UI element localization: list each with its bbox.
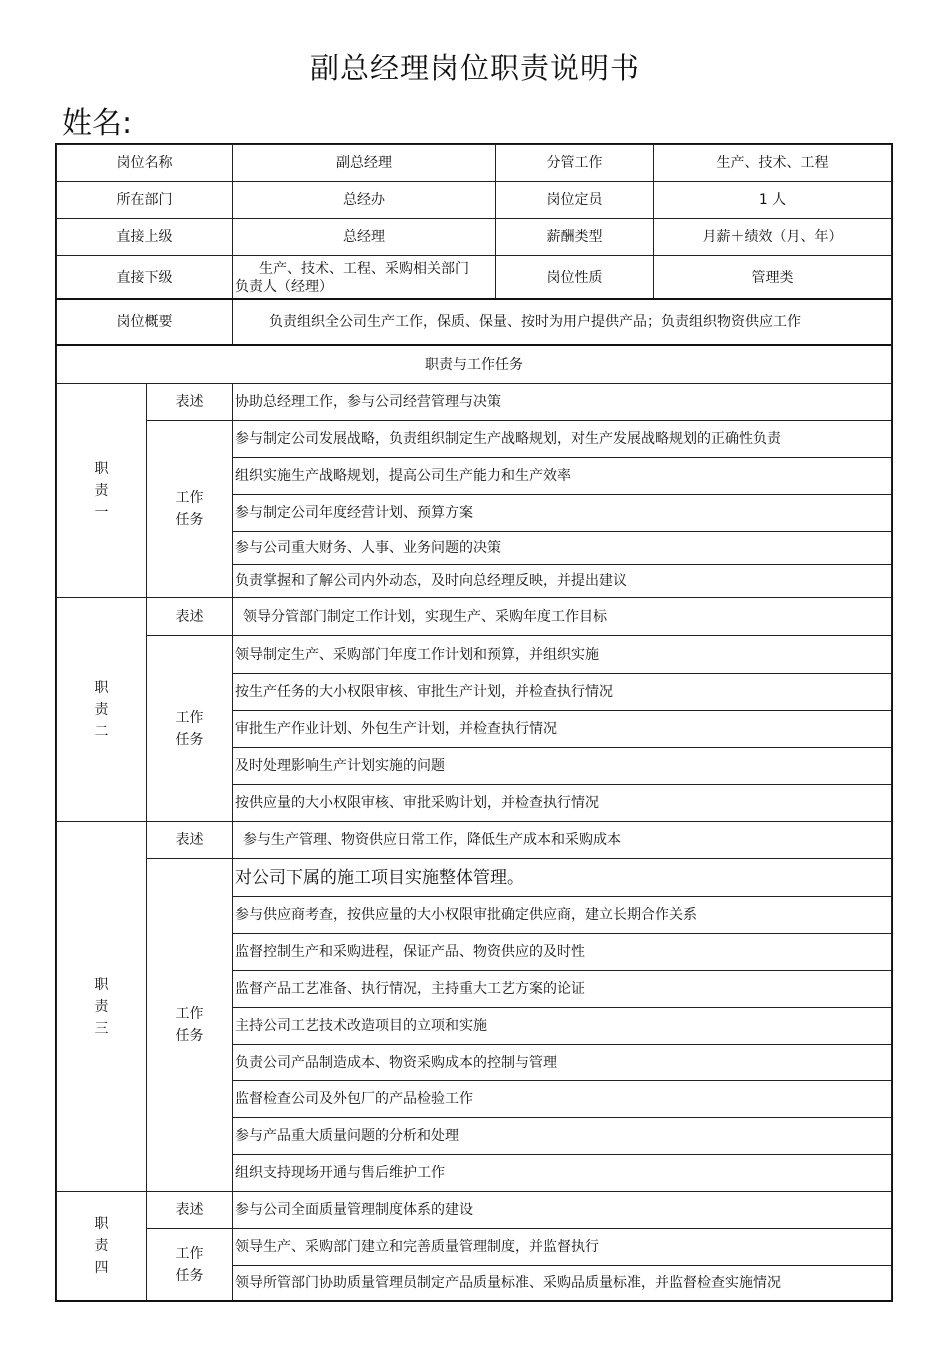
- tasks-label-text: 工作任务: [175, 490, 204, 528]
- info-label-scope: 分管工作: [495, 144, 653, 181]
- task-item: 审批生产作业计划、外包生产计划，并检查执行情况: [232, 710, 891, 747]
- info-label-department: 所在部门: [56, 181, 232, 218]
- duty-name-text: 职责一: [94, 460, 109, 521]
- task-item: 按供应量的大小权限审核、审批采购计划，并检查执行情况: [232, 784, 891, 821]
- info-label-salary: 薪酬类型: [495, 218, 653, 255]
- info-label-supervisor: 直接上级: [56, 218, 232, 255]
- task-item: 组织支持现场开通与售后维护工作: [232, 1154, 891, 1191]
- statement-label: 表述: [146, 597, 232, 635]
- duty-name: [56, 1191, 146, 1300]
- info-label-summary: 岗位概要: [56, 300, 232, 344]
- task-item: 按生产任务的大小权限审核、审批生产计划，并检查执行情况: [232, 673, 891, 710]
- tasks-label: [146, 1228, 232, 1300]
- statement-label: 表述: [146, 1191, 232, 1228]
- info-value-scope: 生产、技术、工程: [653, 144, 891, 181]
- info-value-nature: 管理类: [653, 255, 891, 299]
- table-right-rule: [891, 144, 892, 1301]
- info-label-position: 岗位名称: [56, 144, 232, 181]
- summary-text: 负责组织全公司生产工作，保质、保量、按时为用户提供产品；负责组织物资供应工作: [269, 314, 801, 330]
- info-label-subordinates: 直接下级: [56, 255, 232, 299]
- duty-name-text: 职责四: [94, 1216, 109, 1276]
- info-label-headcount: 岗位定员: [495, 181, 653, 218]
- section-header: 职责与工作任务: [56, 346, 891, 383]
- task-item: 领导所管部门协助质量管理员制定产品质量标准、采购品质量标准，并监督检查实施情况: [232, 1265, 891, 1300]
- task-item: 负责公司产品制造成本、物资采购成本的控制与管理: [232, 1044, 891, 1080]
- task-item: 监督产品工艺准备、执行情况，主持重大工艺方案的论证: [232, 970, 891, 1007]
- tasks-label-text: 工作任务: [175, 1006, 204, 1044]
- task-item: 及时处理影响生产计划实施的问题: [232, 747, 891, 784]
- info-value-department: 总经办: [232, 181, 495, 218]
- task-item: 参与公司重大财务、人事、业务问题的决策: [232, 531, 891, 564]
- task-item: 领导制定生产、采购部门年度工作计划和预算，并组织实施: [232, 635, 891, 673]
- info-value-supervisor: 总经理: [232, 218, 495, 255]
- info-label-nature: 岗位性质: [495, 255, 653, 299]
- info-value-headcount: 1 人: [653, 181, 891, 218]
- statement-label: 表述: [146, 821, 232, 858]
- info-value-subordinates: [232, 255, 495, 299]
- tasks-label: [146, 858, 232, 1191]
- task-item: 参与产品重大质量问题的分析和处理: [232, 1117, 891, 1154]
- tasks-label: [146, 420, 232, 597]
- document-title: 副总经理岗位职责说明书: [309, 51, 640, 85]
- duty-statement: 协助总经理工作，参与公司经营管理与决策: [232, 383, 891, 420]
- info-value-summary: [232, 300, 891, 344]
- duty-name-text: 职责二: [94, 679, 109, 740]
- duty-statement: 参与生产管理、物资供应日常工作，降低生产成本和采购成本: [232, 821, 891, 858]
- task-item: 主持公司工艺技术改造项目的立项和实施: [232, 1007, 891, 1044]
- tasks-label-text: 工作任务: [175, 709, 204, 748]
- task-item: 参与制定公司发展战略，负责组织制定生产战略规划，对生产发展战略规划的正确性负责: [232, 420, 891, 457]
- task-item: 监督检查公司及外包厂的产品检验工作: [232, 1080, 891, 1117]
- task-item: 参与制定公司年度经营计划、预算方案: [232, 494, 891, 531]
- task-item: 组织实施生产战略规划，提高公司生产能力和生产效率: [232, 457, 891, 494]
- name-label: 姓名:: [62, 106, 133, 141]
- duty-name: [56, 597, 146, 821]
- task-item: 监督控制生产和采购进程，保证产品、物资供应的及时性: [232, 933, 891, 970]
- task-item: 参与供应商考查，按供应量的大小权限审批确定供应商，建立长期合作关系: [232, 896, 891, 933]
- tasks-label: [146, 635, 232, 821]
- duty-name: [56, 821, 146, 1191]
- duty-statement: 领导分管部门制定工作计划，实现生产、采购年度工作目标: [232, 597, 891, 635]
- task-item: 领导生产、采购部门建立和完善质量管理制度，并监督执行: [232, 1228, 891, 1265]
- duty-statement: 参与公司全面质量管理制度体系的建设: [232, 1191, 891, 1228]
- info-value-salary: 月薪＋绩效（月、年）: [653, 218, 891, 255]
- task-item: 对公司下属的施工项目实施整体管理。: [232, 858, 891, 896]
- statement-label: 表述: [146, 383, 232, 420]
- task-item: 负责掌握和了解公司内外动态，及时向总经理反映，并提出建议: [232, 564, 891, 597]
- duty-name: [56, 383, 146, 597]
- info-value-position: 副总经理: [232, 144, 495, 181]
- tasks-label-text: 工作任务: [175, 1245, 204, 1284]
- subordinates-text: 生产、技术、工程、采购相关部门负责人（经理）: [235, 260, 469, 295]
- duty-name-text: 职责三: [94, 976, 109, 1037]
